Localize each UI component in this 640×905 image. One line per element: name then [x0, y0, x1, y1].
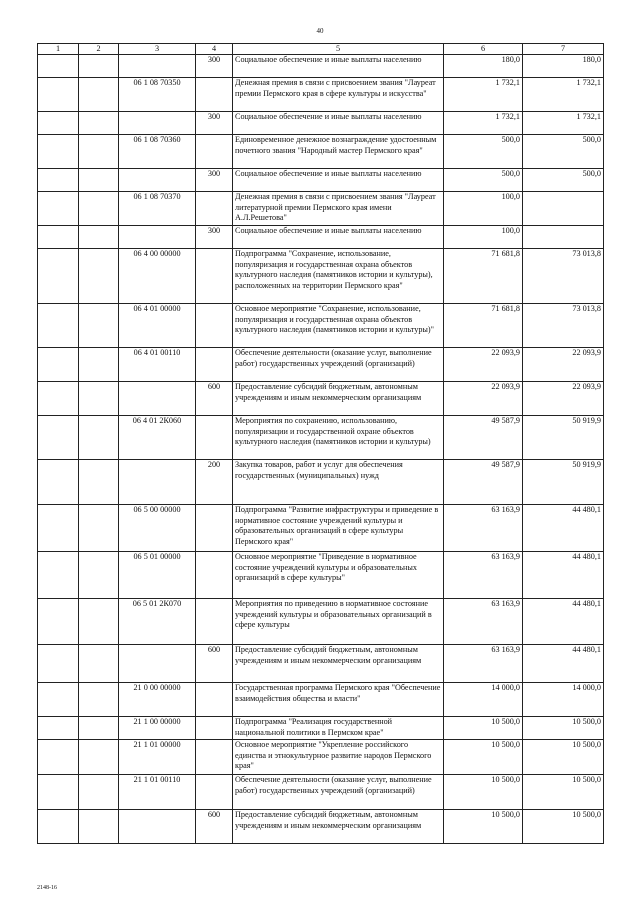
cell-amount-col-7: 50 919,9	[523, 460, 604, 505]
cell-col-2	[79, 249, 119, 304]
table-row	[38, 249, 604, 304]
cell-item-name: Основное мероприятие "Сохранение, использование, популяризация и государственная охрана объектов культурного наследия (памятников истории и культуры)"	[233, 304, 444, 348]
cell-amount-col-6: 63 163,9	[444, 505, 523, 552]
cell-col-2	[79, 416, 119, 460]
cell-col-1	[38, 683, 79, 717]
cell-expense-type	[196, 78, 233, 112]
cell-expense-type	[196, 249, 233, 304]
cell-target-code	[119, 382, 196, 416]
cell-target-code	[119, 645, 196, 683]
table-row	[38, 304, 604, 348]
table-row	[38, 552, 604, 599]
cell-target-code: 06 5 01 2К070	[119, 599, 196, 645]
cell-item-name: Подпрограмма "Реализация государственной национальной политики в Пермском крае"	[233, 717, 444, 740]
cell-col-1	[38, 717, 79, 740]
cell-amount-col-6: 63 163,9	[444, 599, 523, 645]
cell-item-name: Социальное обеспечение и иные выплаты населению	[233, 169, 444, 192]
table-row	[38, 382, 604, 416]
cell-amount-col-7: 50 919,9	[523, 416, 604, 460]
column-header-6: 6	[444, 44, 523, 55]
cell-expense-type: 600	[196, 645, 233, 683]
cell-amount-col-6: 71 681,8	[444, 304, 523, 348]
cell-amount-col-6: 1 732,1	[444, 78, 523, 112]
cell-amount-col-6: 22 093,9	[444, 382, 523, 416]
cell-expense-type: 300	[196, 169, 233, 192]
table-row	[38, 55, 604, 78]
cell-col-2	[79, 382, 119, 416]
cell-target-code	[119, 112, 196, 135]
cell-target-code: 06 4 01 2К060	[119, 416, 196, 460]
cell-expense-type	[196, 304, 233, 348]
cell-amount-col-7: 10 500,0	[523, 717, 604, 740]
cell-target-code: 06 5 01 00000	[119, 552, 196, 599]
cell-col-1	[38, 599, 79, 645]
cell-amount-col-7: 73 013,8	[523, 304, 604, 348]
cell-col-2	[79, 810, 119, 844]
column-header-5: 5	[233, 44, 444, 55]
table-row	[38, 717, 604, 740]
table-row	[38, 810, 604, 844]
cell-target-code: 21 1 01 00000	[119, 740, 196, 775]
cell-amount-col-7: 44 480,1	[523, 505, 604, 552]
cell-item-name: Предоставление субсидий бюджетным, автономным учреждениям и иным некоммерческим организациям	[233, 382, 444, 416]
column-header-7: 7	[523, 44, 604, 55]
cell-expense-type	[196, 135, 233, 169]
cell-expense-type: 600	[196, 382, 233, 416]
cell-item-name: Социальное обеспечение и иные выплаты населению	[233, 112, 444, 135]
table-row	[38, 169, 604, 192]
cell-col-2	[79, 645, 119, 683]
cell-col-1	[38, 416, 79, 460]
cell-amount-col-7: 180,0	[523, 55, 604, 78]
cell-amount-col-6: 500,0	[444, 169, 523, 192]
cell-col-1	[38, 78, 79, 112]
cell-item-name: Мероприятия по приведению в нормативное состояние учреждений культуры и образовательных организаций в сфере культуры	[233, 599, 444, 645]
cell-target-code	[119, 226, 196, 249]
cell-item-name: Закупка товаров, работ и услуг для обеспечения государственных (муниципальных) нужд	[233, 460, 444, 505]
cell-amount-col-7	[523, 226, 604, 249]
cell-col-1	[38, 460, 79, 505]
cell-amount-col-6: 1 732,1	[444, 112, 523, 135]
cell-item-name: Социальное обеспечение и иные выплаты населению	[233, 226, 444, 249]
cell-col-2	[79, 683, 119, 717]
cell-col-2	[79, 135, 119, 169]
table-row	[38, 348, 604, 382]
table-row	[38, 78, 604, 112]
cell-expense-type	[196, 683, 233, 717]
cell-col-1	[38, 348, 79, 382]
column-header-3: 3	[119, 44, 196, 55]
budget-table	[37, 43, 604, 844]
cell-expense-type	[196, 348, 233, 382]
cell-expense-type	[196, 192, 233, 226]
cell-amount-col-7: 73 013,8	[523, 249, 604, 304]
cell-col-1	[38, 169, 79, 192]
cell-amount-col-7: 10 500,0	[523, 740, 604, 775]
cell-amount-col-7: 44 480,1	[523, 599, 604, 645]
table-row	[38, 192, 604, 226]
page-number: 40	[316, 27, 324, 35]
cell-expense-type	[196, 505, 233, 552]
cell-expense-type: 300	[196, 112, 233, 135]
cell-amount-col-7: 500,0	[523, 169, 604, 192]
cell-amount-col-6: 63 163,9	[444, 552, 523, 599]
cell-amount-col-7: 1 732,1	[523, 78, 604, 112]
cell-target-code: 06 5 00 00000	[119, 505, 196, 552]
cell-col-2	[79, 460, 119, 505]
cell-col-2	[79, 192, 119, 226]
cell-amount-col-6: 63 163,9	[444, 645, 523, 683]
cell-amount-col-7: 500,0	[523, 135, 604, 169]
cell-col-1	[38, 382, 79, 416]
cell-col-2	[79, 552, 119, 599]
cell-item-name: Обеспечение деятельности (оказание услуг, выполнение работ) государственных учреждений (организаций)	[233, 348, 444, 382]
cell-target-code	[119, 55, 196, 78]
cell-amount-col-7: 44 480,1	[523, 645, 604, 683]
cell-col-2	[79, 169, 119, 192]
cell-item-name: Мероприятия по сохранению, использованию, популяризации и государственной охране объектов культурного наследия (памятников истории и культуры)	[233, 416, 444, 460]
cell-item-name: Социальное обеспечение и иные выплаты населению	[233, 55, 444, 78]
cell-expense-type	[196, 599, 233, 645]
cell-amount-col-6: 180,0	[444, 55, 523, 78]
cell-target-code: 06 1 08 70360	[119, 135, 196, 169]
cell-expense-type: 600	[196, 810, 233, 844]
cell-amount-col-7: 10 500,0	[523, 775, 604, 810]
cell-item-name: Подпрограмма "Развитие инфраструктуры и приведение в нормативное состояние учреждений культуры и образовательных организаций в сфере культуры Пермского края"	[233, 505, 444, 552]
cell-col-2	[79, 717, 119, 740]
cell-amount-col-6: 100,0	[444, 226, 523, 249]
cell-target-code: 06 1 08 70350	[119, 78, 196, 112]
cell-item-name: Предоставление субсидий бюджетным, автономным учреждениям и иным некоммерческим организациям	[233, 645, 444, 683]
table-row	[38, 226, 604, 249]
column-header-2: 2	[79, 44, 119, 55]
cell-expense-type: 200	[196, 460, 233, 505]
cell-item-name: Основное мероприятие "Укрепление российского единства и этнокультурное развитие народов Пермского края"	[233, 740, 444, 775]
cell-col-2	[79, 78, 119, 112]
cell-target-code: 21 0 00 00000	[119, 683, 196, 717]
cell-col-2	[79, 599, 119, 645]
cell-col-1	[38, 249, 79, 304]
footer-document-code: 2148-16	[37, 885, 57, 891]
table-row	[38, 416, 604, 460]
cell-amount-col-7: 10 500,0	[523, 810, 604, 844]
cell-target-code	[119, 169, 196, 192]
cell-target-code: 06 1 08 70370	[119, 192, 196, 226]
cell-amount-col-7: 44 480,1	[523, 552, 604, 599]
table-row	[38, 683, 604, 717]
cell-col-2	[79, 740, 119, 775]
cell-col-1	[38, 112, 79, 135]
cell-amount-col-6: 22 093,9	[444, 348, 523, 382]
cell-amount-col-6: 71 681,8	[444, 249, 523, 304]
cell-col-2	[79, 348, 119, 382]
cell-expense-type: 300	[196, 55, 233, 78]
table-row	[38, 645, 604, 683]
cell-amount-col-7: 1 732,1	[523, 112, 604, 135]
cell-col-1	[38, 226, 79, 249]
cell-amount-col-7: 14 000,0	[523, 683, 604, 717]
cell-col-2	[79, 112, 119, 135]
cell-expense-type	[196, 740, 233, 775]
cell-item-name: Государственная программа Пермского края "Обеспечение взаимодействия общества и власти"	[233, 683, 444, 717]
cell-amount-col-6: 10 500,0	[444, 740, 523, 775]
cell-item-name: Подпрограмма "Сохранение, использование, популяризация и государственная охрана объектов культурного наследия (памятников истории и культуры), расположенных на территории Пермского края"	[233, 249, 444, 304]
table-row	[38, 599, 604, 645]
header-row	[38, 44, 604, 55]
table-row	[38, 135, 604, 169]
cell-item-name: Денежная премия в связи с присвоением звания "Лауреат премии Пермского края в сфере культуры и искусства"	[233, 78, 444, 112]
cell-target-code: 06 4 01 00110	[119, 348, 196, 382]
column-header-4: 4	[196, 44, 233, 55]
cell-amount-col-6: 49 587,9	[444, 416, 523, 460]
cell-col-1	[38, 552, 79, 599]
cell-amount-col-7: 22 093,9	[523, 382, 604, 416]
cell-amount-col-6: 10 500,0	[444, 775, 523, 810]
table-row	[38, 740, 604, 775]
cell-target-code: 21 1 00 00000	[119, 717, 196, 740]
cell-item-name: Единовременное денежное вознаграждение удостоенным почетного звания "Народный мастер Пермского края"	[233, 135, 444, 169]
table-row	[38, 505, 604, 552]
cell-amount-col-7: 22 093,9	[523, 348, 604, 382]
cell-amount-col-6: 500,0	[444, 135, 523, 169]
cell-target-code	[119, 460, 196, 505]
cell-col-2	[79, 304, 119, 348]
cell-col-1	[38, 55, 79, 78]
cell-expense-type	[196, 416, 233, 460]
cell-item-name: Предоставление субсидий бюджетным, автономным учреждениям и иным некоммерческим организациям	[233, 810, 444, 844]
cell-amount-col-6: 10 500,0	[444, 717, 523, 740]
cell-col-1	[38, 740, 79, 775]
cell-col-1	[38, 645, 79, 683]
cell-item-name: Основное мероприятие "Приведение в нормативное состояние учреждений культуры и образовательных организаций в сфере культуры"	[233, 552, 444, 599]
cell-amount-col-6: 10 500,0	[444, 810, 523, 844]
cell-target-code: 21 1 01 00110	[119, 775, 196, 810]
cell-col-1	[38, 304, 79, 348]
cell-col-2	[79, 55, 119, 78]
cell-col-2	[79, 775, 119, 810]
cell-target-code: 06 4 01 00000	[119, 304, 196, 348]
cell-item-name: Денежная премия в связи с присвоением звания "Лауреат литературной премии Пермского края имени А.Л.Решетова"	[233, 192, 444, 226]
cell-item-name: Обеспечение деятельности (оказание услуг, выполнение работ) государственных учреждений (организаций)	[233, 775, 444, 810]
cell-col-1	[38, 135, 79, 169]
cell-col-1	[38, 505, 79, 552]
cell-col-2	[79, 226, 119, 249]
cell-expense-type: 300	[196, 226, 233, 249]
cell-col-2	[79, 505, 119, 552]
cell-target-code	[119, 810, 196, 844]
cell-amount-col-6: 14 000,0	[444, 683, 523, 717]
cell-amount-col-6: 100,0	[444, 192, 523, 226]
cell-col-1	[38, 775, 79, 810]
cell-expense-type	[196, 552, 233, 599]
column-header-1: 1	[38, 44, 79, 55]
table-row	[38, 460, 604, 505]
cell-expense-type	[196, 717, 233, 740]
cell-col-1	[38, 192, 79, 226]
cell-amount-col-7	[523, 192, 604, 226]
table-row	[38, 775, 604, 810]
cell-target-code: 06 4 00 00000	[119, 249, 196, 304]
cell-col-1	[38, 810, 79, 844]
table-row	[38, 112, 604, 135]
cell-amount-col-6: 49 587,9	[444, 460, 523, 505]
cell-expense-type	[196, 775, 233, 810]
